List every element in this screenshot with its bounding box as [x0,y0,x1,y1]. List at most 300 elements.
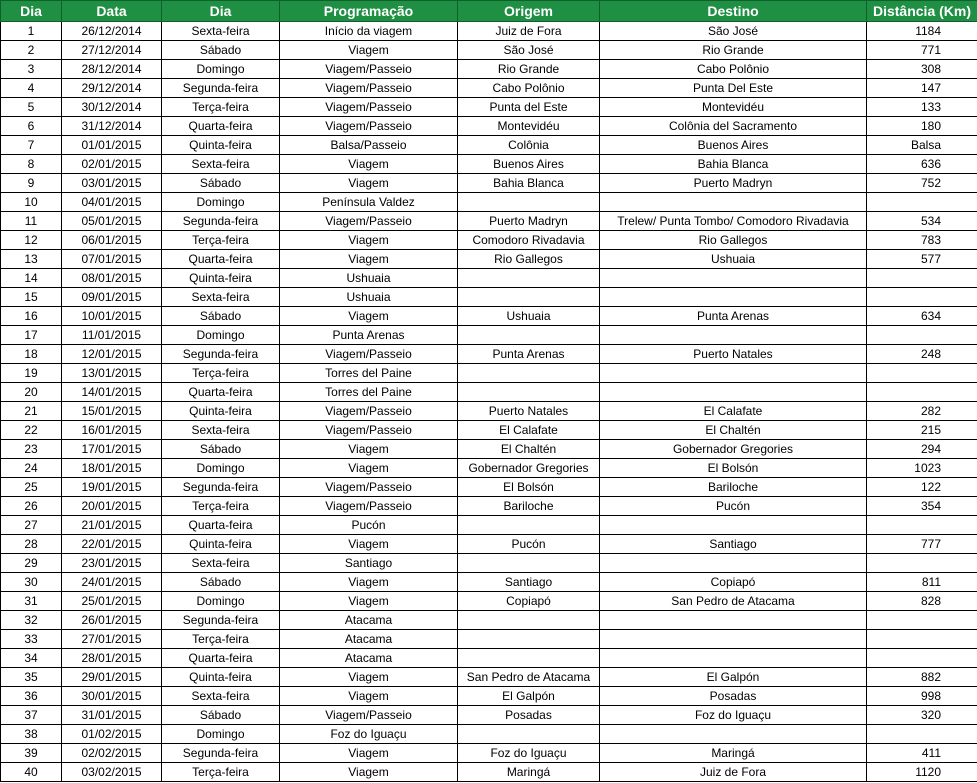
table-row [1,174,977,193]
table-row [1,402,977,421]
cell-date: 05/01/2015 [62,212,162,231]
cell-date: 07/01/2015 [62,250,162,269]
cell-distance [867,630,977,649]
header-distance: Distância (Km) [867,1,977,22]
cell-origin: Montevidéu [458,117,600,136]
cell-program: Viagem/Passeio [280,60,458,79]
cell-date: 26/01/2015 [62,611,162,630]
cell-day-number: 15 [1,288,62,307]
cell-day-number: 17 [1,326,62,345]
cell-weekday: Sexta-feira [162,22,280,41]
table-row [1,440,977,459]
table-row [1,725,977,744]
cell-destination: Ushuaia [600,250,867,269]
cell-weekday: Domingo [162,725,280,744]
cell-destination: Puerto Natales [600,345,867,364]
cell-origin [458,269,600,288]
cell-date: 08/01/2015 [62,269,162,288]
cell-program: Viagem [280,763,458,782]
cell-program: Viagem/Passeio [280,79,458,98]
cell-date: 26/12/2014 [62,22,162,41]
cell-destination: Puerto Madryn [600,174,867,193]
cell-day-number: 11 [1,212,62,231]
cell-weekday: Segunda-feira [162,212,280,231]
cell-origin: Ushuaia [458,307,600,326]
cell-day-number: 30 [1,573,62,592]
cell-destination [600,288,867,307]
cell-distance [867,269,977,288]
cell-program: Viagem [280,459,458,478]
cell-distance: 411 [867,744,977,763]
cell-day-number: 3 [1,60,62,79]
cell-weekday: Segunda-feira [162,611,280,630]
cell-date: 31/01/2015 [62,706,162,725]
cell-day-number: 16 [1,307,62,326]
cell-destination: Pucón [600,497,867,516]
table-row [1,573,977,592]
cell-date: 22/01/2015 [62,535,162,554]
cell-program: Ushuaia [280,288,458,307]
cell-day-number: 26 [1,497,62,516]
table-row [1,516,977,535]
cell-date: 03/01/2015 [62,174,162,193]
cell-weekday: Quarta-feira [162,649,280,668]
cell-destination: Colônia del Sacramento [600,117,867,136]
cell-date: 11/01/2015 [62,326,162,345]
cell-weekday: Quinta-feira [162,269,280,288]
cell-program: Viagem [280,155,458,174]
cell-day-number: 1 [1,22,62,41]
cell-distance [867,383,977,402]
table-row [1,611,977,630]
cell-weekday: Sexta-feira [162,421,280,440]
cell-destination [600,364,867,383]
cell-destination [600,193,867,212]
cell-day-number: 4 [1,79,62,98]
cell-day-number: 12 [1,231,62,250]
cell-weekday: Sábado [162,573,280,592]
cell-origin: Copiapó [458,592,600,611]
cell-origin: Puerto Natales [458,402,600,421]
cell-origin: Maringá [458,763,600,782]
cell-day-number: 25 [1,478,62,497]
cell-program: Viagem [280,535,458,554]
cell-weekday: Quinta-feira [162,668,280,687]
cell-distance: 534 [867,212,977,231]
cell-day-number: 29 [1,554,62,573]
cell-weekday: Quarta-feira [162,383,280,402]
cell-date: 29/01/2015 [62,668,162,687]
cell-date: 28/01/2015 [62,649,162,668]
table-row [1,136,977,155]
cell-program: Torres del Paine [280,364,458,383]
cell-date: 27/01/2015 [62,630,162,649]
cell-program: Atacama [280,630,458,649]
cell-distance: 783 [867,231,977,250]
cell-date: 10/01/2015 [62,307,162,326]
table-row [1,554,977,573]
cell-date: 18/01/2015 [62,459,162,478]
table-row [1,117,977,136]
cell-origin [458,611,600,630]
cell-day-number: 35 [1,668,62,687]
cell-distance [867,193,977,212]
cell-program: Viagem/Passeio [280,402,458,421]
cell-date: 15/01/2015 [62,402,162,421]
cell-weekday: Terça-feira [162,98,280,117]
cell-program: Viagem [280,668,458,687]
cell-program: Viagem [280,573,458,592]
table-row [1,22,977,41]
cell-weekday: Sábado [162,41,280,60]
cell-distance: 882 [867,668,977,687]
cell-weekday: Sábado [162,307,280,326]
cell-destination: Rio Grande [600,41,867,60]
cell-weekday: Terça-feira [162,763,280,782]
cell-destination: Gobernador Gregories [600,440,867,459]
cell-origin: El Chaltén [458,440,600,459]
cell-origin: Rio Gallegos [458,250,600,269]
cell-program: Atacama [280,611,458,630]
cell-weekday: Terça-feira [162,630,280,649]
cell-origin: São José [458,41,600,60]
cell-day-number: 31 [1,592,62,611]
cell-origin: El Galpón [458,687,600,706]
cell-distance: 634 [867,307,977,326]
cell-distance: 998 [867,687,977,706]
cell-destination [600,554,867,573]
cell-program: Viagem/Passeio [280,478,458,497]
cell-distance [867,288,977,307]
cell-distance [867,364,977,383]
cell-weekday: Domingo [162,326,280,345]
cell-origin: Colônia [458,136,600,155]
cell-date: 02/01/2015 [62,155,162,174]
cell-destination [600,269,867,288]
cell-weekday: Segunda-feira [162,478,280,497]
cell-date: 27/12/2014 [62,41,162,60]
cell-destination: Buenos Aires [600,136,867,155]
cell-origin: Punta del Este [458,98,600,117]
cell-day-number: 20 [1,383,62,402]
table-row [1,421,977,440]
cell-origin: Puerto Madryn [458,212,600,231]
cell-day-number: 38 [1,725,62,744]
cell-destination: Cabo Polônio [600,60,867,79]
cell-date: 06/01/2015 [62,231,162,250]
cell-destination [600,630,867,649]
cell-date: 30/12/2014 [62,98,162,117]
cell-destination: Punta Arenas [600,307,867,326]
cell-program: Viagem [280,307,458,326]
cell-destination: El Bolsón [600,459,867,478]
cell-weekday: Sexta-feira [162,288,280,307]
cell-program: Viagem/Passeio [280,421,458,440]
table-row [1,668,977,687]
cell-date: 16/01/2015 [62,421,162,440]
table-row [1,98,977,117]
cell-origin: Foz do Iguaçu [458,744,600,763]
cell-distance: 354 [867,497,977,516]
header-date: Data [62,1,162,22]
header-row [1,1,977,22]
cell-destination: El Calafate [600,402,867,421]
cell-distance: 294 [867,440,977,459]
cell-date: 25/01/2015 [62,592,162,611]
cell-destination [600,383,867,402]
cell-distance: 180 [867,117,977,136]
cell-day-number: 19 [1,364,62,383]
cell-weekday: Segunda-feira [162,345,280,364]
cell-origin: El Calafate [458,421,600,440]
cell-weekday: Sexta-feira [162,554,280,573]
cell-origin: Comodoro Rivadavia [458,231,600,250]
cell-day-number: 33 [1,630,62,649]
cell-destination: El Chaltén [600,421,867,440]
cell-date: 01/01/2015 [62,136,162,155]
table-row [1,459,977,478]
cell-destination [600,516,867,535]
cell-destination: Montevidéu [600,98,867,117]
cell-date: 24/01/2015 [62,573,162,592]
cell-date: 02/02/2015 [62,744,162,763]
cell-distance: 811 [867,573,977,592]
cell-program: Santiago [280,554,458,573]
cell-origin: El Bolsón [458,478,600,497]
cell-origin: Rio Grande [458,60,600,79]
cell-distance [867,649,977,668]
cell-weekday: Domingo [162,193,280,212]
cell-destination: Bariloche [600,478,867,497]
cell-date: 30/01/2015 [62,687,162,706]
cell-day-number: 8 [1,155,62,174]
header-destination: Destino [600,1,867,22]
cell-weekday: Segunda-feira [162,79,280,98]
cell-program: Atacama [280,649,458,668]
cell-weekday: Sexta-feira [162,155,280,174]
cell-distance: 308 [867,60,977,79]
cell-weekday: Terça-feira [162,364,280,383]
cell-destination: Rio Gallegos [600,231,867,250]
cell-destination: Juiz de Fora [600,763,867,782]
cell-destination: El Galpón [600,668,867,687]
cell-destination: Trelew/ Punta Tombo/ Comodoro Rivadavia [600,212,867,231]
cell-origin: Bahia Blanca [458,174,600,193]
cell-date: 04/01/2015 [62,193,162,212]
cell-weekday: Quinta-feira [162,402,280,421]
cell-date: 29/12/2014 [62,79,162,98]
cell-day-number: 7 [1,136,62,155]
cell-program: Viagem/Passeio [280,706,458,725]
cell-date: 19/01/2015 [62,478,162,497]
cell-distance: 1184 [867,22,977,41]
cell-distance: Balsa [867,136,977,155]
cell-distance: 752 [867,174,977,193]
cell-distance: 777 [867,535,977,554]
cell-date: 28/12/2014 [62,60,162,79]
table-row [1,41,977,60]
header-day-number: Dia [1,1,62,22]
cell-date: 13/01/2015 [62,364,162,383]
cell-distance [867,516,977,535]
table-row [1,687,977,706]
cell-weekday: Quinta-feira [162,535,280,554]
cell-program: Foz do Iguaçu [280,725,458,744]
table-row [1,212,977,231]
table-row [1,345,977,364]
cell-date: 21/01/2015 [62,516,162,535]
cell-date: 17/01/2015 [62,440,162,459]
cell-day-number: 36 [1,687,62,706]
header-program: Programação [280,1,458,22]
cell-program: Viagem/Passeio [280,117,458,136]
cell-weekday: Terça-feira [162,497,280,516]
cell-program: Início da viagem [280,22,458,41]
cell-origin: Buenos Aires [458,155,600,174]
cell-destination [600,725,867,744]
table-row [1,79,977,98]
cell-weekday: Quarta-feira [162,250,280,269]
cell-distance: 636 [867,155,977,174]
cell-distance: 282 [867,402,977,421]
cell-origin: Pucón [458,535,600,554]
cell-destination: Santiago [600,535,867,554]
cell-weekday: Domingo [162,60,280,79]
cell-origin [458,193,600,212]
cell-day-number: 22 [1,421,62,440]
table-row [1,497,977,516]
cell-program: Ushuaia [280,269,458,288]
cell-program: Viagem/Passeio [280,212,458,231]
cell-destination: San Pedro de Atacama [600,592,867,611]
cell-day-number: 13 [1,250,62,269]
cell-program: Viagem [280,231,458,250]
cell-program: Viagem [280,41,458,60]
cell-date: 09/01/2015 [62,288,162,307]
table-body [1,22,977,782]
cell-program: Viagem/Passeio [280,345,458,364]
cell-origin: San Pedro de Atacama [458,668,600,687]
cell-distance: 577 [867,250,977,269]
table-row [1,288,977,307]
table-row [1,706,977,725]
cell-distance: 1023 [867,459,977,478]
table-row [1,744,977,763]
table-row [1,630,977,649]
cell-day-number: 37 [1,706,62,725]
cell-day-number: 21 [1,402,62,421]
cell-day-number: 2 [1,41,62,60]
cell-program: Viagem [280,687,458,706]
cell-program: Pucón [280,516,458,535]
cell-day-number: 23 [1,440,62,459]
table-row [1,364,977,383]
table-row [1,763,977,782]
cell-origin: Juiz de Fora [458,22,600,41]
cell-program: Balsa/Passeio [280,136,458,155]
table-row [1,155,977,174]
cell-distance: 1120 [867,763,977,782]
cell-date: 31/12/2014 [62,117,162,136]
cell-date: 01/02/2015 [62,725,162,744]
cell-program: Viagem [280,250,458,269]
cell-weekday: Sábado [162,440,280,459]
cell-date: 14/01/2015 [62,383,162,402]
cell-program: Viagem [280,174,458,193]
cell-day-number: 6 [1,117,62,136]
cell-distance: 147 [867,79,977,98]
cell-distance [867,554,977,573]
cell-origin: Bariloche [458,497,600,516]
cell-distance [867,725,977,744]
cell-distance: 122 [867,478,977,497]
cell-program: Viagem [280,744,458,763]
cell-weekday: Domingo [162,592,280,611]
cell-origin: Cabo Polônio [458,79,600,98]
table-row [1,307,977,326]
cell-day-number: 39 [1,744,62,763]
cell-day-number: 14 [1,269,62,288]
table-row [1,250,977,269]
cell-program: Viagem [280,592,458,611]
cell-destination: Posadas [600,687,867,706]
cell-day-number: 40 [1,763,62,782]
cell-distance: 248 [867,345,977,364]
table-row [1,383,977,402]
cell-origin: Posadas [458,706,600,725]
cell-distance [867,326,977,345]
table-row [1,649,977,668]
cell-program: Torres del Paine [280,383,458,402]
cell-weekday: Domingo [162,459,280,478]
cell-day-number: 28 [1,535,62,554]
cell-day-number: 32 [1,611,62,630]
cell-origin [458,554,600,573]
table-row [1,478,977,497]
cell-origin [458,326,600,345]
cell-origin: Punta Arenas [458,345,600,364]
cell-weekday: Quarta-feira [162,117,280,136]
cell-destination [600,611,867,630]
cell-distance [867,611,977,630]
cell-origin: Santiago [458,573,600,592]
header-origin: Origem [458,1,600,22]
cell-destination: Copiapó [600,573,867,592]
cell-destination [600,649,867,668]
cell-day-number: 10 [1,193,62,212]
table-row [1,326,977,345]
cell-day-number: 9 [1,174,62,193]
cell-date: 23/01/2015 [62,554,162,573]
cell-origin [458,288,600,307]
cell-origin [458,383,600,402]
cell-program: Viagem/Passeio [280,497,458,516]
cell-day-number: 27 [1,516,62,535]
cell-origin [458,725,600,744]
cell-weekday: Sábado [162,706,280,725]
cell-distance: 215 [867,421,977,440]
cell-weekday: Sexta-feira [162,687,280,706]
cell-program: Viagem/Passeio [280,98,458,117]
cell-destination: Foz do Iguaçu [600,706,867,725]
cell-date: 03/02/2015 [62,763,162,782]
cell-origin: Gobernador Gregories [458,459,600,478]
cell-distance: 133 [867,98,977,117]
cell-program: Península Valdez [280,193,458,212]
cell-destination: Bahia Blanca [600,155,867,174]
table-row [1,231,977,250]
cell-date: 12/01/2015 [62,345,162,364]
